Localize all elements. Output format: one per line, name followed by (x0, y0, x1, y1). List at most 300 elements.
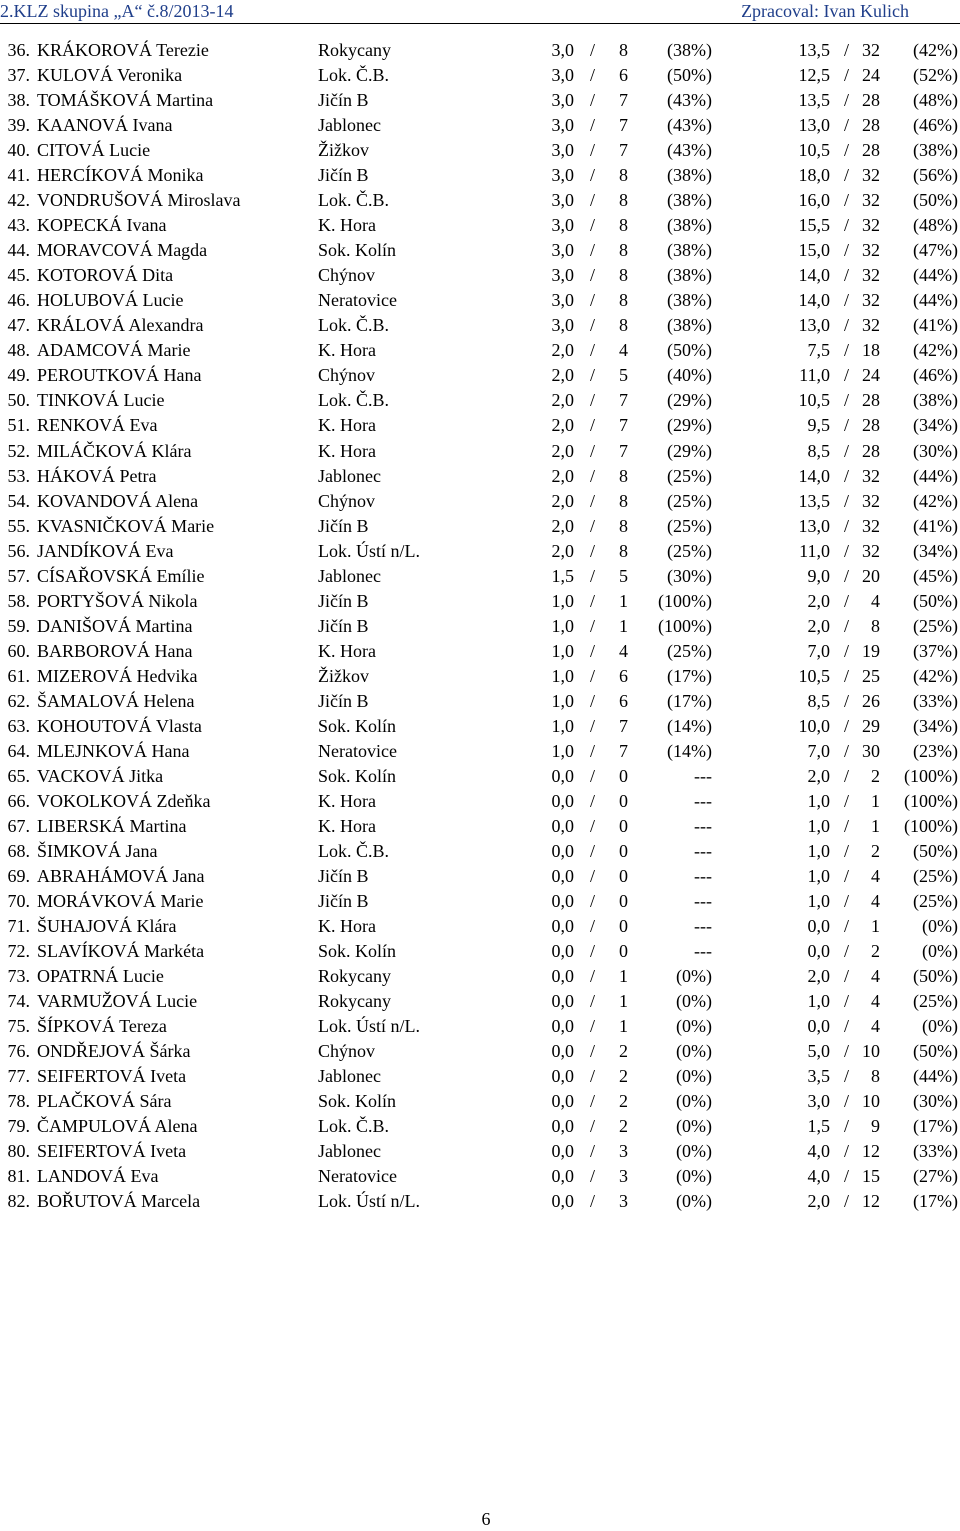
round-games: 4 (619, 640, 628, 661)
round-games: 0 (619, 866, 628, 887)
club-name: Chýnov (318, 365, 376, 386)
row-rank: 49. (7, 365, 30, 386)
total-percent: (45%) (913, 565, 958, 586)
round-percent: --- (694, 815, 712, 836)
total-points: 4,0 (807, 1166, 830, 1187)
total-separator: / (844, 315, 850, 336)
table-row (0, 88, 960, 113)
club-name: Chýnov (318, 1041, 376, 1062)
club-name: Lok. Ústí n/L. (318, 1191, 420, 1212)
round-points: 0,0 (551, 966, 574, 987)
round-games: 0 (619, 765, 628, 786)
round-percent: (0%) (676, 1116, 712, 1137)
round-percent: (29%) (667, 440, 712, 461)
club-name: Jablonec (318, 1141, 381, 1162)
total-points: 13,5 (798, 490, 830, 511)
table-row (0, 363, 960, 388)
player-name: BOŘUTOVÁ Marcela (37, 1191, 201, 1212)
total-points: 10,5 (798, 665, 830, 686)
round-games: 1 (619, 615, 628, 636)
round-games: 8 (619, 40, 628, 60)
club-name: K. Hora (318, 340, 376, 361)
club-name: Lok. Č.B. (318, 315, 390, 336)
table-row (0, 739, 960, 764)
total-games: 32 (862, 490, 880, 511)
table-row (0, 514, 960, 539)
club-name: K. Hora (318, 215, 376, 236)
row-rank: 44. (7, 240, 30, 261)
total-percent: (100%) (904, 765, 958, 786)
round-games: 8 (619, 540, 628, 561)
round-games: 1 (619, 991, 628, 1012)
total-points: 9,0 (807, 565, 830, 586)
total-games: 32 (862, 465, 880, 486)
total-points: 11,0 (799, 540, 830, 561)
row-rank: 58. (7, 590, 30, 611)
club-name: Lok. Č.B. (318, 65, 390, 86)
total-games: 20 (862, 565, 880, 586)
club-name: K. Hora (318, 916, 376, 937)
total-separator: / (844, 340, 850, 361)
round-points: 2,0 (551, 490, 574, 511)
total-games: 24 (862, 65, 880, 86)
player-name: OPATRNÁ Lucie (37, 966, 164, 987)
club-name: Lok. Ústí n/L. (318, 1016, 420, 1037)
round-percent: (0%) (676, 1016, 712, 1037)
total-points: 14,0 (798, 465, 830, 486)
player-name: KOHOUTOVÁ Vlasta (37, 715, 202, 736)
total-separator: / (844, 490, 850, 511)
player-name: ČAMPULOVÁ Alena (37, 1116, 198, 1137)
total-percent: (44%) (913, 465, 958, 486)
round-games: 4 (619, 340, 628, 361)
standings-table (0, 38, 960, 1214)
total-separator: / (844, 1191, 850, 1212)
round-percent: (100%) (658, 590, 712, 611)
total-separator: / (844, 740, 850, 761)
total-points: 14,0 (798, 290, 830, 311)
table-row (0, 138, 960, 163)
total-points: 1,0 (807, 991, 830, 1012)
row-rank: 70. (7, 891, 30, 912)
total-separator: / (844, 966, 850, 987)
round-separator: / (590, 240, 596, 261)
total-games: 32 (862, 190, 880, 211)
club-name: Jičín B (318, 90, 369, 111)
total-points: 1,5 (807, 1116, 830, 1137)
round-points: 3,0 (551, 240, 574, 261)
table-row (0, 964, 960, 989)
row-rank: 71. (7, 916, 30, 937)
player-name: RENKOVÁ Eva (37, 415, 158, 436)
total-points: 7,0 (807, 640, 830, 661)
player-name: VARMUŽOVÁ Lucie (37, 991, 198, 1012)
total-separator: / (844, 690, 850, 711)
row-rank: 37. (7, 65, 30, 86)
club-name: Sok. Kolín (318, 240, 397, 261)
table-row (0, 1014, 960, 1039)
row-rank: 73. (7, 966, 30, 987)
row-rank: 36. (7, 40, 30, 60)
total-points: 13,5 (798, 40, 830, 60)
header-divider (0, 23, 960, 24)
total-separator: / (844, 240, 850, 261)
row-rank: 42. (7, 190, 30, 211)
round-games: 8 (619, 165, 628, 186)
total-games: 1 (871, 815, 880, 836)
total-points: 10,5 (798, 390, 830, 411)
player-name: DANIŠOVÁ Martina (37, 615, 193, 636)
player-name: KRÁLOVÁ Alexandra (37, 315, 204, 336)
round-points: 1,0 (551, 665, 574, 686)
total-separator: / (844, 165, 850, 186)
table-row (0, 564, 960, 589)
round-separator: / (590, 866, 596, 887)
total-percent: (34%) (913, 415, 958, 436)
table-row (0, 1039, 960, 1064)
club-name: Jičín B (318, 866, 369, 887)
table-row (0, 238, 960, 263)
player-name: ŠUHAJOVÁ Klára (37, 916, 177, 937)
row-rank: 77. (7, 1066, 30, 1087)
round-games: 8 (619, 215, 628, 236)
total-separator: / (844, 565, 850, 586)
round-points: 0,0 (551, 765, 574, 786)
round-games: 8 (619, 315, 628, 336)
total-games: 9 (871, 1116, 880, 1137)
club-name: Lok. Č.B. (318, 190, 390, 211)
total-percent: (100%) (904, 790, 958, 811)
player-name: ADAMCOVÁ Marie (37, 340, 191, 361)
round-separator: / (590, 540, 596, 561)
total-separator: / (844, 1041, 850, 1062)
total-separator: / (844, 415, 850, 436)
total-separator: / (844, 1141, 850, 1162)
round-percent: (40%) (667, 365, 712, 386)
round-games: 8 (619, 240, 628, 261)
total-separator: / (844, 841, 850, 861)
round-percent: (0%) (676, 1041, 712, 1062)
player-name: HERCÍKOVÁ Monika (37, 165, 204, 186)
total-points: 8,5 (807, 690, 830, 711)
round-games: 8 (619, 290, 628, 311)
total-percent: (50%) (913, 190, 958, 211)
total-games: 12 (862, 1141, 880, 1162)
round-games: 7 (619, 90, 628, 111)
round-games: 3 (619, 1166, 628, 1187)
player-name: ŠAMALOVÁ Helena (37, 690, 195, 711)
total-separator: / (844, 590, 850, 611)
round-percent: (50%) (667, 65, 712, 86)
club-name: Rokycany (318, 991, 391, 1012)
total-percent: (46%) (913, 115, 958, 136)
round-games: 6 (619, 665, 628, 686)
club-name: Lok. Č.B. (318, 1116, 390, 1137)
total-points: 13,0 (798, 515, 830, 536)
total-separator: / (844, 365, 850, 386)
player-name: CITOVÁ Lucie (37, 140, 151, 161)
round-games: 7 (619, 390, 628, 411)
header-league-title: 2.KLZ skupina „A“ č.8/2013-14 (0, 1, 234, 21)
round-points: 3,0 (551, 140, 574, 161)
player-name: PEROUTKOVÁ Hana (37, 365, 202, 386)
round-percent: (17%) (667, 690, 712, 711)
table-row (0, 188, 960, 213)
total-games: 28 (862, 390, 880, 411)
total-percent: (44%) (913, 265, 958, 286)
total-separator: / (844, 440, 850, 461)
row-rank: 52. (7, 440, 30, 461)
total-percent: (27%) (913, 1166, 958, 1187)
total-percent: (41%) (913, 515, 958, 536)
round-percent: --- (694, 941, 712, 962)
round-points: 2,0 (551, 540, 574, 561)
round-percent: (100%) (658, 615, 712, 636)
round-percent: (38%) (667, 190, 712, 211)
total-percent: (44%) (913, 290, 958, 311)
round-points: 2,0 (551, 390, 574, 411)
total-percent: (38%) (913, 390, 958, 411)
round-games: 8 (619, 465, 628, 486)
player-name: ŠIMKOVÁ Jana (37, 841, 158, 861)
row-rank: 51. (7, 415, 30, 436)
table-row (0, 839, 960, 864)
total-percent: (42%) (913, 340, 958, 361)
table-row (0, 439, 960, 464)
round-points: 2,0 (551, 365, 574, 386)
total-percent: (25%) (913, 991, 958, 1012)
round-percent: (0%) (676, 1066, 712, 1087)
total-percent: (30%) (913, 440, 958, 461)
table-row (0, 313, 960, 338)
total-points: 12,5 (798, 65, 830, 86)
round-games: 0 (619, 916, 628, 937)
total-percent: (17%) (913, 1116, 958, 1137)
total-percent: (25%) (913, 615, 958, 636)
row-rank: 60. (7, 640, 30, 661)
round-percent: (0%) (676, 1191, 712, 1212)
total-games: 28 (862, 115, 880, 136)
total-separator: / (844, 941, 850, 962)
total-points: 7,5 (807, 340, 830, 361)
row-rank: 59. (7, 615, 30, 636)
round-separator: / (590, 690, 596, 711)
total-games: 30 (862, 740, 880, 761)
row-rank: 40. (7, 140, 30, 161)
row-rank: 61. (7, 665, 30, 686)
table-row (0, 163, 960, 188)
player-name: KVASNIČKOVÁ Marie (37, 515, 215, 536)
club-name: Rokycany (318, 966, 391, 987)
total-points: 11,0 (799, 365, 830, 386)
total-percent: (48%) (913, 90, 958, 111)
round-points: 3,0 (551, 265, 574, 286)
total-separator: / (844, 90, 850, 111)
total-separator: / (844, 891, 850, 912)
total-games: 28 (862, 90, 880, 111)
round-points: 1,0 (551, 590, 574, 611)
total-games: 28 (862, 140, 880, 161)
club-name: Neratovice (318, 1166, 397, 1187)
total-points: 15,5 (798, 215, 830, 236)
club-name: Jičín B (318, 590, 369, 611)
round-separator: / (590, 966, 596, 987)
total-points: 10,0 (798, 715, 830, 736)
total-percent: (30%) (913, 1091, 958, 1112)
round-points: 2,0 (551, 515, 574, 536)
total-points: 1,0 (807, 790, 830, 811)
player-name: VACKOVÁ Jitka (37, 765, 164, 786)
round-points: 1,0 (551, 715, 574, 736)
total-percent: (34%) (913, 715, 958, 736)
club-name: Jičín B (318, 891, 369, 912)
round-games: 0 (619, 815, 628, 836)
round-games: 1 (619, 966, 628, 987)
total-separator: / (844, 40, 850, 60)
total-separator: / (844, 190, 850, 211)
total-points: 9,5 (807, 415, 830, 436)
player-name: MORÁVKOVÁ Marie (37, 891, 204, 912)
total-games: 32 (862, 240, 880, 261)
player-name: SEIFERTOVÁ Iveta (37, 1141, 187, 1162)
round-points: 0,0 (551, 1091, 574, 1112)
round-percent: (30%) (667, 565, 712, 586)
table-row (0, 489, 960, 514)
round-percent: (0%) (676, 966, 712, 987)
row-rank: 81. (7, 1166, 30, 1187)
total-separator: / (844, 115, 850, 136)
row-rank: 41. (7, 165, 30, 186)
total-games: 10 (862, 1091, 880, 1112)
total-games: 19 (862, 640, 880, 661)
club-name: Sok. Kolín (318, 765, 397, 786)
round-percent: --- (694, 866, 712, 887)
player-name: LIBERSKÁ Martina (37, 815, 187, 836)
total-games: 8 (871, 1066, 880, 1087)
total-percent: (42%) (913, 665, 958, 686)
round-separator: / (590, 1141, 596, 1162)
total-points: 0,0 (807, 941, 830, 962)
round-percent: (0%) (676, 991, 712, 1012)
table-row (0, 1064, 960, 1089)
total-percent: (33%) (913, 690, 958, 711)
round-separator: / (590, 340, 596, 361)
total-percent: (44%) (913, 1066, 958, 1087)
player-name: MORAVCOVÁ Magda (37, 240, 208, 261)
table-row (0, 263, 960, 288)
total-separator: / (844, 290, 850, 311)
player-name: VONDRUŠOVÁ Miroslava (37, 190, 241, 211)
total-points: 1,0 (807, 815, 830, 836)
total-games: 25 (862, 665, 880, 686)
round-points: 1,5 (551, 565, 574, 586)
round-percent: (38%) (667, 40, 712, 60)
round-percent: (0%) (676, 1141, 712, 1162)
total-games: 4 (871, 590, 880, 611)
player-name: MIZEROVÁ Hedvika (37, 665, 198, 686)
total-points: 16,0 (798, 190, 830, 211)
total-games: 32 (862, 215, 880, 236)
round-separator: / (590, 1066, 596, 1087)
total-points: 5,0 (807, 1041, 830, 1062)
total-points: 1,0 (807, 841, 830, 861)
total-percent: (23%) (913, 740, 958, 761)
round-separator: / (590, 1166, 596, 1187)
total-separator: / (844, 715, 850, 736)
round-points: 0,0 (551, 815, 574, 836)
total-games: 2 (871, 941, 880, 962)
round-points: 3,0 (551, 90, 574, 111)
player-name: KRÁKOROVÁ Terezie (37, 40, 209, 60)
total-games: 32 (862, 265, 880, 286)
round-separator: / (590, 190, 596, 211)
round-points: 0,0 (551, 1116, 574, 1137)
total-games: 32 (862, 165, 880, 186)
round-games: 0 (619, 841, 628, 861)
round-percent: --- (694, 790, 712, 811)
total-separator: / (844, 390, 850, 411)
total-points: 10,5 (798, 140, 830, 161)
total-points: 3,0 (807, 1091, 830, 1112)
round-points: 0,0 (551, 941, 574, 962)
round-games: 7 (619, 715, 628, 736)
total-games: 32 (862, 315, 880, 336)
total-separator: / (844, 65, 850, 86)
row-rank: 56. (7, 540, 30, 561)
total-percent: (33%) (913, 1141, 958, 1162)
row-rank: 72. (7, 941, 30, 962)
table-row (0, 113, 960, 138)
round-separator: / (590, 390, 596, 411)
total-games: 4 (871, 891, 880, 912)
round-points: 1,0 (551, 640, 574, 661)
round-games: 3 (619, 1141, 628, 1162)
round-separator: / (590, 790, 596, 811)
round-separator: / (590, 165, 596, 186)
row-rank: 47. (7, 315, 30, 336)
total-separator: / (844, 1016, 850, 1037)
round-games: 2 (619, 1041, 628, 1062)
total-separator: / (844, 515, 850, 536)
player-name: TOMÁŠKOVÁ Martina (37, 90, 214, 111)
total-percent: (50%) (913, 1041, 958, 1062)
round-separator: / (590, 991, 596, 1012)
total-separator: / (844, 916, 850, 937)
total-games: 32 (862, 540, 880, 561)
table-row (0, 288, 960, 313)
round-points: 3,0 (551, 65, 574, 86)
round-percent: --- (694, 841, 712, 861)
total-points: 8,5 (807, 440, 830, 461)
round-games: 5 (619, 565, 628, 586)
total-points: 1,0 (807, 891, 830, 912)
round-percent: (38%) (667, 315, 712, 336)
total-percent: (48%) (913, 215, 958, 236)
club-name: Chýnov (318, 265, 376, 286)
total-separator: / (844, 815, 850, 836)
total-games: 12 (862, 1191, 880, 1212)
round-points: 1,0 (551, 690, 574, 711)
total-percent: (52%) (913, 65, 958, 86)
round-points: 0,0 (551, 891, 574, 912)
round-points: 0,0 (551, 991, 574, 1012)
club-name: Žižkov (318, 140, 369, 161)
round-points: 0,0 (551, 841, 574, 861)
player-name: VOKOLKOVÁ Zdeňka (37, 790, 211, 811)
round-games: 6 (619, 690, 628, 711)
total-percent: (25%) (913, 866, 958, 887)
player-name: HÁKOVÁ Petra (37, 465, 157, 486)
